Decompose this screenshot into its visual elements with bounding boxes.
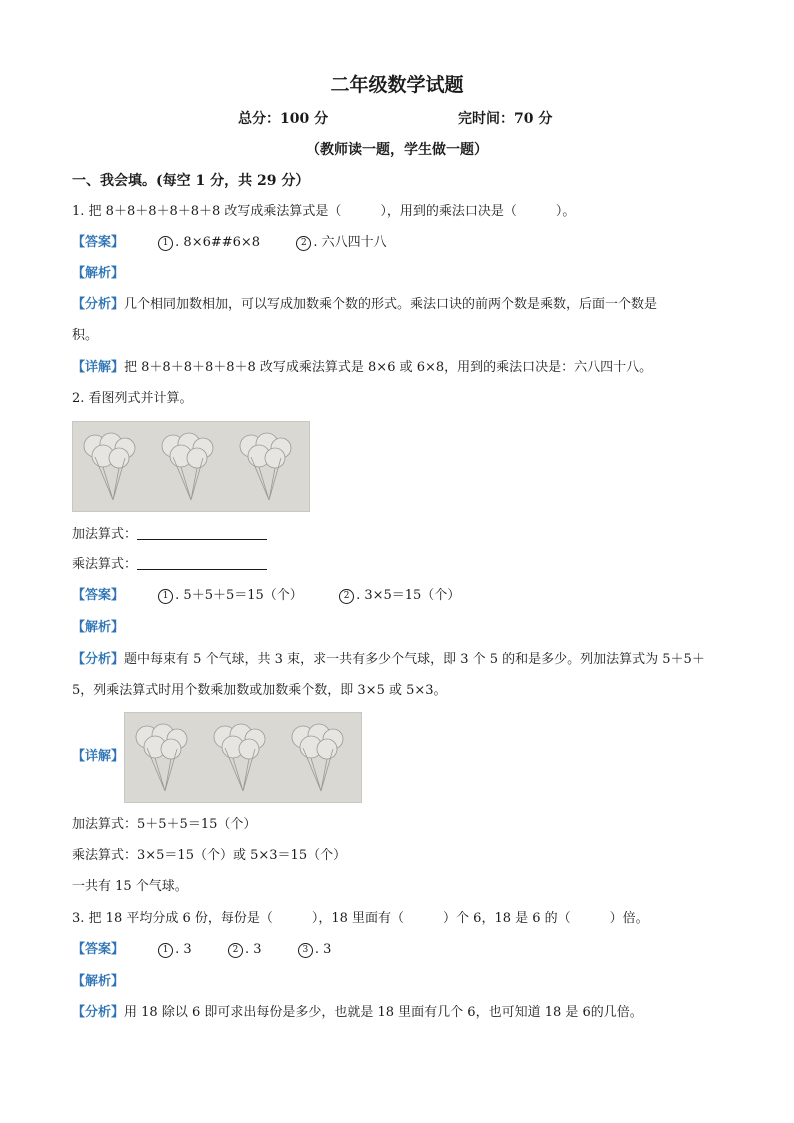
q3-answer-2: . 3 [244, 942, 262, 957]
analysis-label: 【解析】 [72, 620, 125, 635]
mul-formula-label: 乘法算式： [72, 557, 138, 572]
q1-answer-1: . 8×6##6×8 [175, 235, 261, 250]
q2-detail-total: 一共有 15 个气球。 [72, 879, 188, 894]
answer-marker-2: 2 [296, 236, 311, 251]
q1-fenxi-cont: 积。 [72, 328, 99, 343]
answer-marker-1: 1 [158, 589, 173, 604]
answer-label: 【答案】 [72, 588, 125, 603]
answer-marker-2: 2 [228, 943, 243, 958]
question-2: 2. 看图列式并计算。 [72, 391, 193, 406]
detail-label: 【详解】 [72, 360, 125, 375]
balloon-bunches-graphic [73, 422, 309, 511]
total-score: 总分：100 分 [238, 111, 329, 127]
question-1: 1. 把 8＋8＋8＋8＋8＋8 改写成乘法算式是（ ），用到的乘法口决是（ ）。 [72, 204, 576, 219]
answer-label: 【答案】 [72, 235, 125, 250]
q3-fenxi: 【分析】用 18 除以 6 即可求出每份是多少，也就是 18 里面有几个 6，也可知道 18 是 6的几倍。 [72, 1005, 643, 1020]
time-limit: 完时间：70 分 [458, 111, 553, 127]
q3-answer-3: . 3 [314, 942, 332, 957]
answer-label: 【答案】 [72, 942, 125, 957]
q2-answer-2: . 3×5＝15（个） [356, 588, 461, 603]
q2-detail-add: 加法算式：5＋5＋5＝15（个） [72, 817, 257, 832]
q2-detail-mul: 乘法算式：3×5＝15（个）或 5×3＝15（个） [72, 848, 347, 863]
fenxi-label: 【分析】 [72, 1005, 125, 1020]
q1-answer-2: . 六八四十八 [313, 235, 387, 250]
mul-formula-blank [137, 557, 267, 570]
answer-marker-2: 2 [339, 589, 354, 604]
fenxi-label: 【分析】 [72, 297, 125, 312]
analysis-label: 【解析】 [72, 266, 125, 281]
add-formula-blank [137, 527, 267, 540]
question-3: 3. 把 18 平均分成 6 份，每份是（ ），18 里面有（ ）个 6，18 是 6 的（ ）倍。 [72, 911, 649, 926]
answer-marker-1: 1 [158, 236, 173, 251]
q2-mul-row [72, 556, 267, 574]
detail-label: 【详解】 [72, 749, 125, 764]
q3-answer-1: . 3 [175, 942, 192, 957]
add-formula-label: 加法算式： [72, 527, 138, 542]
q2-answer-row [72, 587, 460, 605]
q2-add-row [72, 526, 267, 544]
balloons-image-detail [124, 712, 362, 803]
balloon-bunches-graphic [125, 713, 361, 802]
page-title: 二年级数学试题 [330, 74, 464, 96]
q3-answer-row [72, 941, 331, 959]
q1-fenxi: 【分析】几个相同加数相加，可以写成加数乘个数的形式。乘法口诀的前两个数是乘数，后面一个数是 [72, 297, 658, 312]
analysis-label: 【解析】 [72, 974, 125, 989]
q1-detail: 【详解】把 8＋8＋8＋8＋8＋8 改写成乘法算式是 8×6 或 6×8，用到的乘法口决是：六八四十八。 [72, 360, 653, 375]
balloons-image [72, 421, 310, 512]
fenxi-label: 【分析】 [72, 652, 125, 667]
q2-answer-1: . 5＋5＋5＝15（个） [175, 588, 303, 603]
q2-fenxi-cont: 5，列乘法算式时用个数乘加数或加数乘个数，即 3×5 或 5×3。 [72, 683, 447, 698]
section-heading: 一、我会填。(每空 1 分，共 29 分） [72, 173, 310, 189]
q2-fenxi: 【分析】题中每束有 5 个气球，共 3 束，求一共有多少个气球，即 3 个 5 的和是多少。列加法算式为 5＋5＋ [72, 652, 705, 667]
answer-marker-1: 1 [158, 943, 173, 958]
q1-answer-row [72, 234, 387, 252]
answer-marker-3: 3 [298, 943, 313, 958]
instruction-note: （教师读一题，学生做一题） [306, 142, 488, 158]
